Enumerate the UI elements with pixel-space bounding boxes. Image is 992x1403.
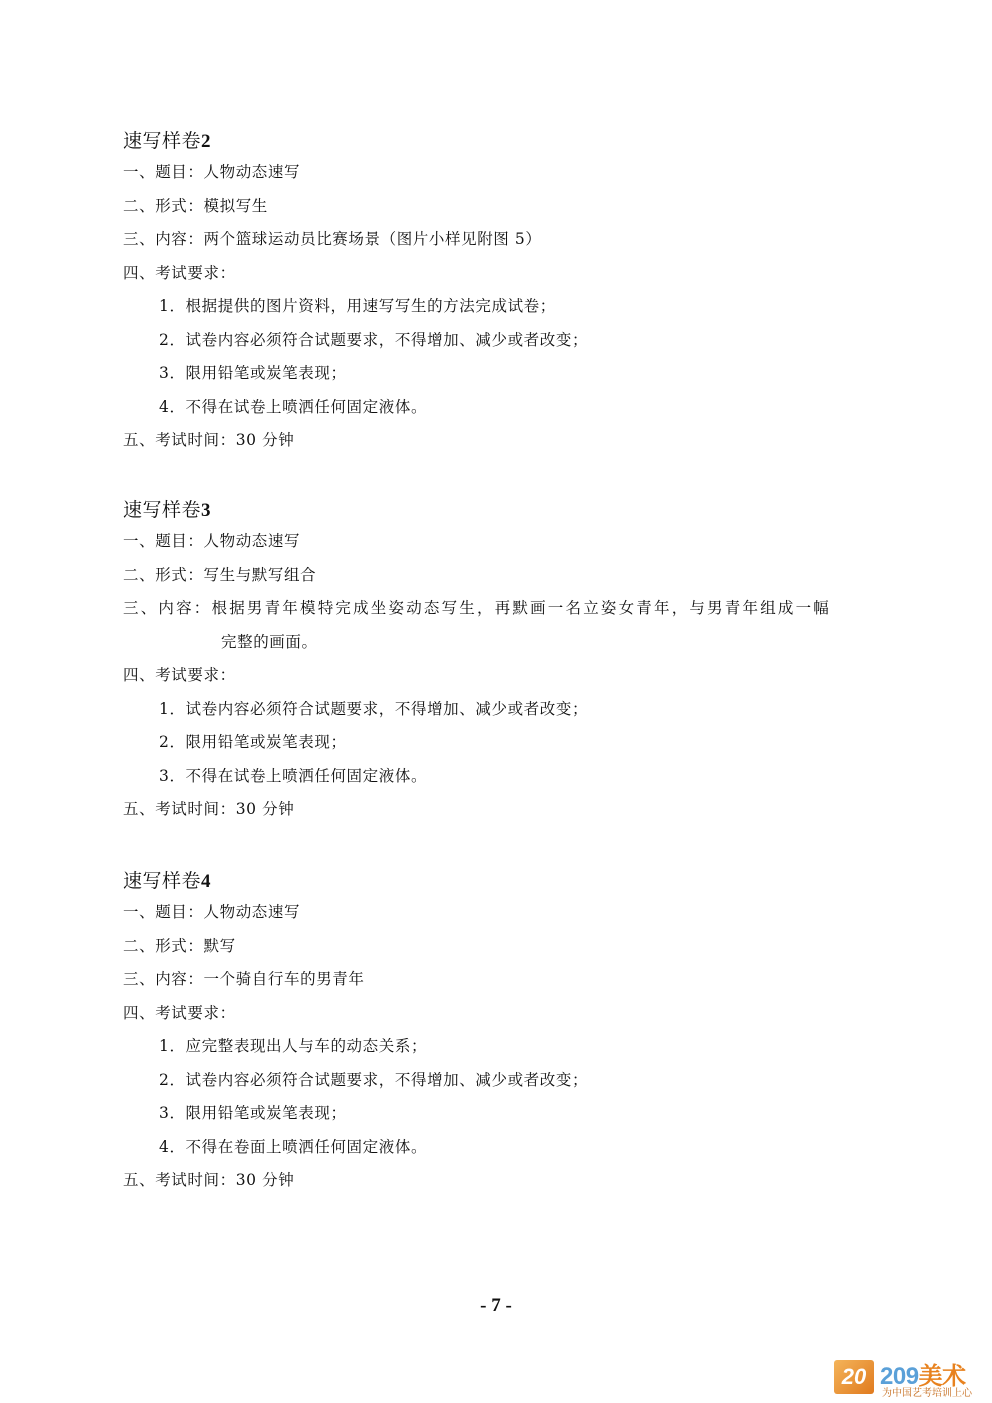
format-line: 二、形式：模拟写生 — [123, 196, 268, 215]
requirement-item: 3．不得在试卷上喷洒任何固定液体。 — [159, 766, 428, 785]
section-number: 2 — [201, 131, 212, 152]
time-line: 五、考试时间：30 分钟 — [123, 800, 295, 818]
requirements-heading: 四、考试要求： — [123, 263, 236, 282]
requirement-item: 2．限用铅笔或炭笔表现； — [159, 733, 347, 751]
brand-slogan: 为中国艺考培训上心 — [882, 1388, 972, 1399]
time-line: 五、考试时间：30 分钟 — [123, 431, 295, 449]
format-line: 二、形式：默写 — [123, 936, 236, 955]
requirement-item: 2．试卷内容必须符合试题要求，不得增加、减少或者改变； — [159, 330, 589, 349]
logo-mark-icon: 20 — [834, 1360, 874, 1394]
requirement-item: 1．应完整表现出人与车的动态关系； — [159, 1037, 428, 1055]
topic-line: 一、题目：人物动态速写 — [123, 163, 301, 181]
section-title: 速写样卷3 — [123, 499, 212, 521]
exam-section-3 — [123, 495, 923, 827]
requirement-item: 3．限用铅笔或炭笔表现； — [159, 1104, 347, 1122]
format-line: 二、形式：写生与默写组合 — [123, 565, 317, 584]
requirement-item: 2．试卷内容必须符合试题要求，不得增加、减少或者改变； — [159, 1070, 589, 1089]
brand-wordmark: 209美术 — [880, 1363, 966, 1390]
requirement-item: 4．不得在卷面上喷洒任何固定液体。 — [159, 1137, 428, 1156]
content-line: 三、内容：两个篮球运动员比赛场景（图片小样见附图 5） — [123, 230, 542, 248]
requirement-item: 3．限用铅笔或炭笔表现； — [159, 364, 347, 382]
section-number: 3 — [201, 500, 212, 521]
content-line: 三、内容：根据男青年模特完成坐姿动态写生，再默画一名立姿女青年，与男青年组成一幅 — [123, 599, 832, 617]
topic-line: 一、题目：人物动态速写 — [123, 532, 301, 550]
exam-section-2 — [123, 126, 923, 458]
section-number: 4 — [201, 871, 212, 892]
requirement-item: 4．不得在试卷上喷洒任何固定液体。 — [159, 397, 428, 416]
requirement-item: 1．试卷内容必须符合试题要求，不得增加、减少或者改变； — [159, 699, 589, 718]
page-number: - 7 - — [480, 1295, 512, 1316]
section-title: 速写样卷2 — [123, 130, 212, 152]
watermark-logo — [834, 1356, 984, 1400]
requirement-item: 1．根据提供的图片资料，用速写写生的方法完成试卷； — [159, 297, 556, 315]
section-title: 速写样卷4 — [123, 870, 212, 892]
content-line-continued: 完整的画面。 — [221, 632, 318, 651]
topic-line: 一、题目：人物动态速写 — [123, 903, 301, 921]
requirements-heading: 四、考试要求： — [123, 666, 236, 684]
content-line: 三、内容：一个骑自行车的男青年 — [123, 970, 365, 988]
requirements-heading: 四、考试要求： — [123, 1003, 236, 1022]
exam-section-4 — [123, 866, 923, 1198]
time-line: 五、考试时间：30 分钟 — [123, 1171, 295, 1189]
